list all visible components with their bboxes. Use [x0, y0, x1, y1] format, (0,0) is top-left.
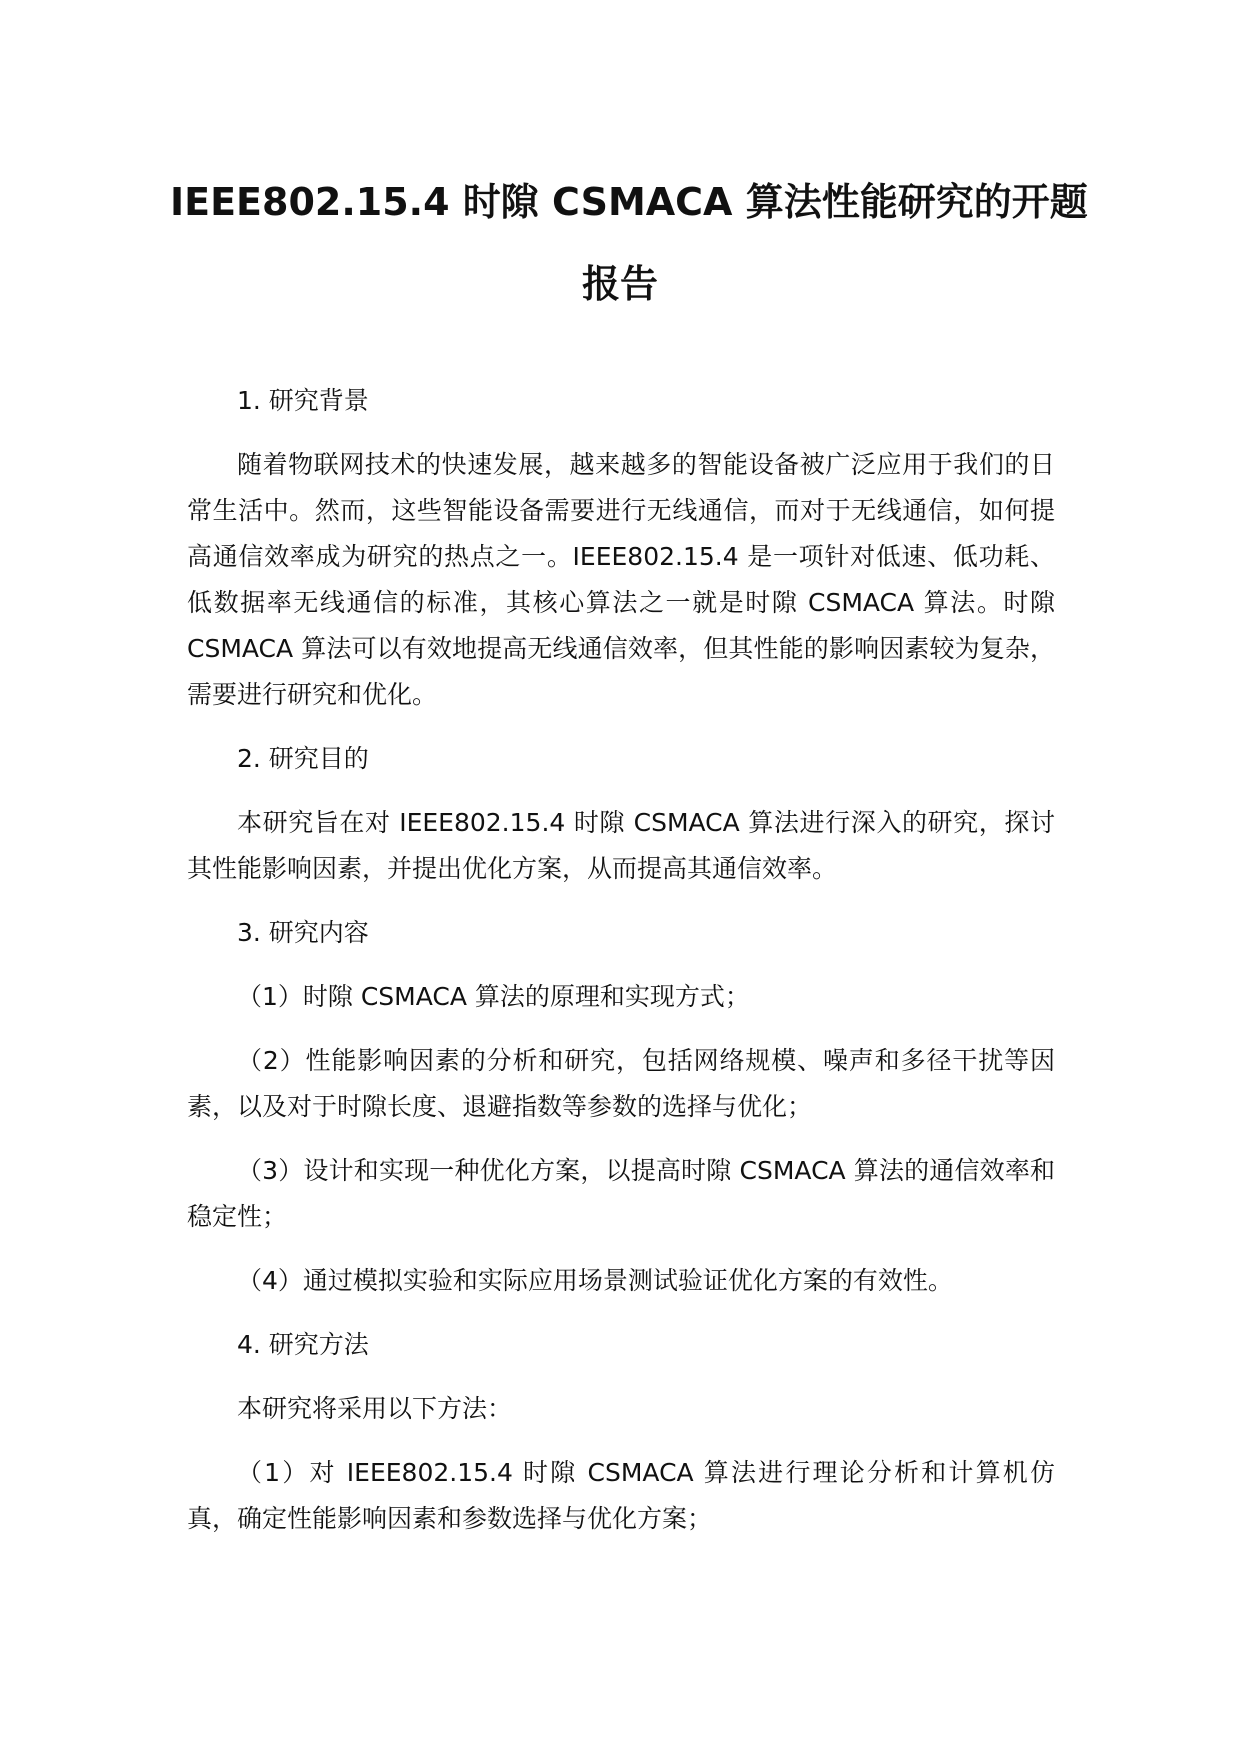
content-item-2: （2）性能影响因素的分析和研究，包括网络规模、噪声和多径干扰等因素，以及对于时隙长度、退避指数等参数的选择与优化； [187, 1046, 1055, 1121]
document-body [187, 378, 1055, 1560]
document-title-line-1: IEEE802.15.4 时隙 CSMACA 算法性能研究的开题 [170, 180, 1088, 224]
paragraph-purpose: 本研究旨在对 IEEE802.15.4 时隙 CSMACA 算法进行深入的研究，探讨其性能影响因素，并提出优化方案，从而提高其通信效率。 [187, 808, 1055, 883]
section-heading-purpose: 2. 研究目的 [237, 744, 369, 773]
section-heading-method: 4. 研究方法 [237, 1330, 369, 1359]
content-item-1: （1）时隙 CSMACA 算法的原理和实现方式； [237, 982, 750, 1011]
content-item-3: （3）设计和实现一种优化方案，以提高时隙 CSMACA 算法的通信效率和稳定性； [187, 1156, 1055, 1231]
document-title-line-2: 报告 [581, 262, 658, 306]
paragraph-background: 随着物联网技术的快速发展，越来越多的智能设备被广泛应用于我们的日常生活中。然而，这些智能设备需要进行无线通信，而对于无线通信，如何提高通信效率成为研究的热点之一。IEEE802.15.4 是一项针对低速、低功耗、低数据率无线通信的标准，其核心算法之一就是时隙 CSMACA 算法。时隙 CSMACA 算法可以有效地提高无线通信效率，但其性能的影响因素较为复杂，需要进行研究和优化。 [187, 450, 1055, 709]
content-item-4: （4）通过模拟实验和实际应用场景测试验证优化方案的有效性。 [237, 1266, 953, 1295]
paragraph-method-intro: 本研究将采用以下方法： [237, 1394, 513, 1423]
section-heading-content: 3. 研究内容 [237, 918, 369, 947]
method-item-1: （1）对 IEEE802.15.4 时隙 CSMACA 算法进行理论分析和计算机仿真，确定性能影响因素和参数选择与优化方案； [187, 1458, 1055, 1533]
section-heading-background: 1. 研究背景 [237, 386, 369, 415]
